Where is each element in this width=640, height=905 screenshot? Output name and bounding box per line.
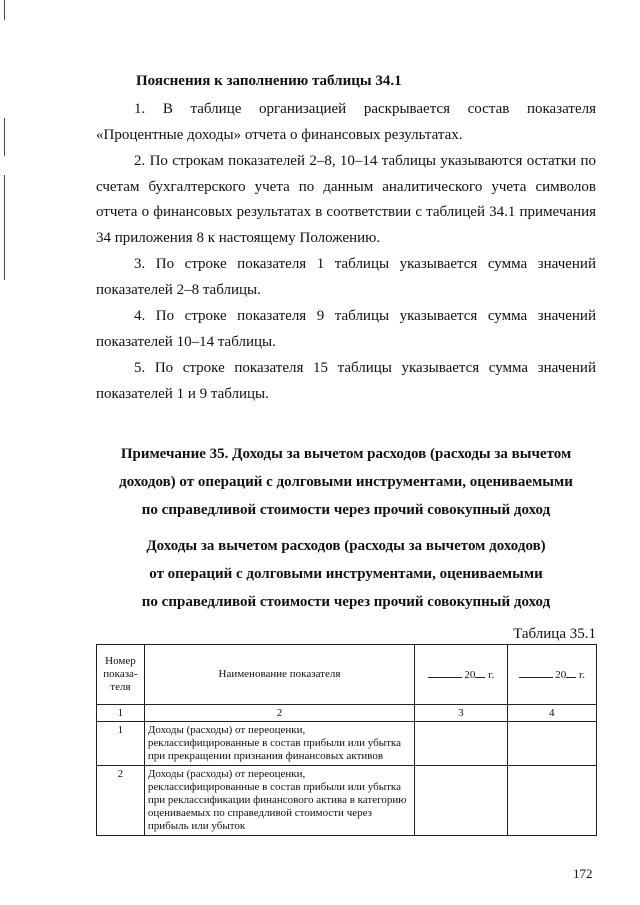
header-year-1: 20 г. [415, 645, 508, 705]
page-number: 172 [573, 866, 593, 881]
header-year-2: 20 г. [507, 645, 596, 705]
column-number: 4 [507, 705, 596, 722]
explanation-paragraph-4: 4. По строке показателя 9 таблицы указывается сумма значений показателей 10–14 таблицы. [96, 308, 596, 350]
table-row [97, 722, 597, 766]
explanation-paragraph-2: 2. По строкам показателей 2–8, 10–14 таблицы указываются остатки по счетам бухгалтерского учета по данным аналитического учета символов отчета о финансовых результатах в соответствии с таблицей 34.1 примечания 34 приложения 8 к настоящему Положению. [96, 153, 596, 246]
table-title-line: по справедливой стоимости через прочий совокупный доход [141, 594, 551, 610]
scan-edge-mark [4, 175, 5, 280]
row-name: Доходы (расходы) от переоценки, реклассифицированные в состав прибыли или убытка при реклассификации финансового актива в категорию оцениваемых по справедливой стоимости через прибыль или убыток [144, 766, 414, 836]
row-name: Доходы (расходы) от переоценки, реклассифицированные в состав прибыли или убытка при прекращении признания финансовых активов [144, 722, 414, 766]
note-heading-line: Примечание 35. Доходы за вычетом расходов (расходы за вычетом [120, 446, 572, 462]
column-number: 1 [97, 705, 145, 722]
explanation-paragraph-1: 1. В таблице организацией раскрывается состав показателя «Процентные доходы» отчета о финансовых результатах. [96, 101, 596, 143]
note-heading [96, 440, 596, 524]
explanation-paragraph-3: 3. По строке показателя 1 таблицы указывается сумма значений показателей 2–8 таблицы. [96, 256, 596, 298]
table-caption: Таблица 35.1 [513, 626, 596, 642]
explanation-paragraph-5: 5. По строке показателя 15 таблицы указывается сумма значений показателей 1 и 9 таблицы. [96, 360, 596, 402]
column-number-row [97, 705, 597, 722]
column-number: 2 [144, 705, 414, 722]
column-number: 3 [415, 705, 508, 722]
table-title [96, 532, 596, 616]
row-year-2-value [507, 766, 596, 836]
note-heading-line: по справедливой стоимости через прочий совокупный доход [141, 502, 551, 518]
scan-edge-mark [4, 0, 5, 20]
row-year-1-value [415, 722, 508, 766]
row-year-1-value [415, 766, 508, 836]
document-page [96, 68, 596, 836]
table-title-line: Доходы за вычетом расходов (расходы за вычетом доходов) [146, 538, 546, 554]
table-title-line: от операций с долговыми инструментами, оцениваемыми [149, 566, 543, 582]
header-name: Наименование показателя [144, 645, 414, 705]
row-number: 1 [97, 722, 145, 766]
explanations-title: Пояснения к заполнению таблицы 34.1 [136, 73, 402, 89]
scan-edge-mark [4, 118, 5, 156]
table-header-row [97, 645, 597, 705]
row-number: 2 [97, 766, 145, 836]
header-num: Номер показа-теля [97, 645, 145, 705]
table-row [97, 766, 597, 836]
data-table [96, 644, 597, 836]
note-heading-line: доходов) от операций с долговыми инструментами, оцениваемыми [119, 474, 573, 490]
row-year-2-value [507, 722, 596, 766]
